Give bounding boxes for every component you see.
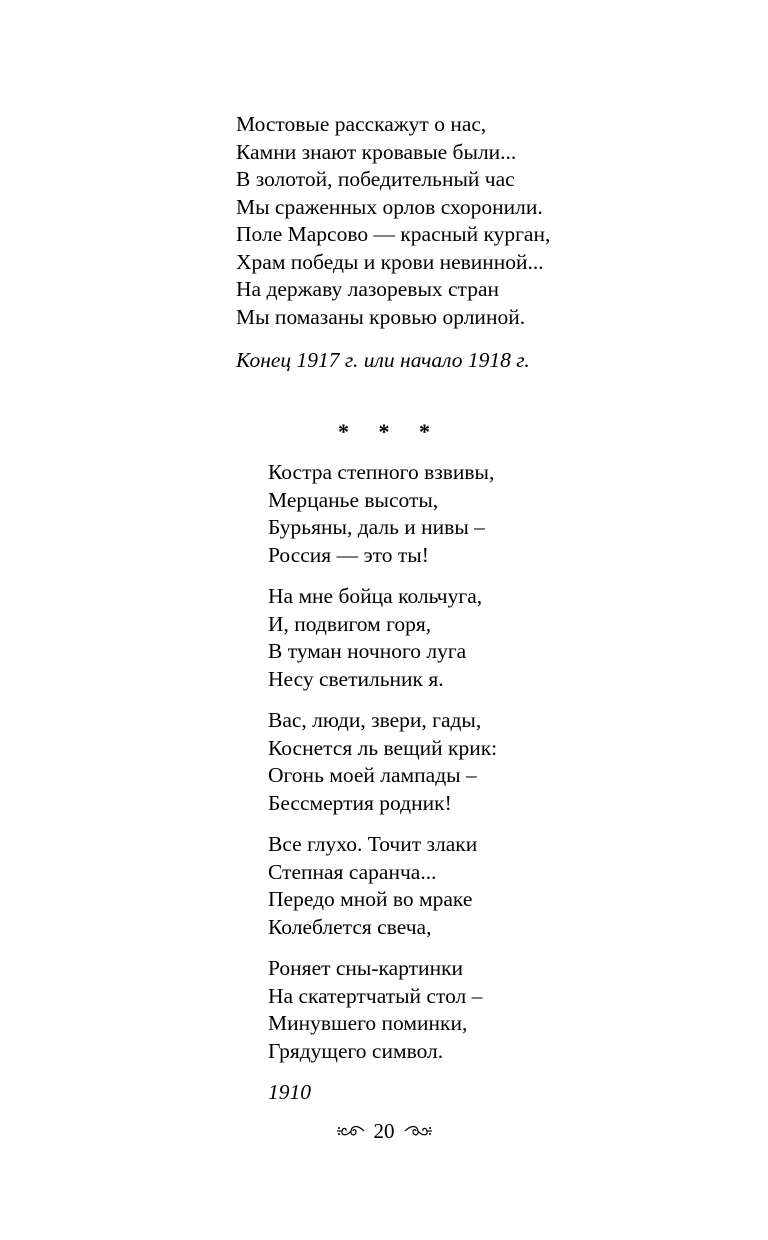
poem-line: Камни знают кровавые были... — [236, 139, 517, 164]
poem-line: В туман ночного луга — [268, 639, 467, 663]
stanza — [268, 955, 708, 1065]
poem-line: Коснется ль вещий крик: — [268, 735, 498, 760]
poem-line: Бессмертия родник! — [268, 790, 452, 815]
poem-line: Колеблется свеча, — [268, 914, 432, 939]
poem-second — [268, 459, 708, 1107]
stanza — [268, 583, 708, 693]
poem-date: 1910 — [268, 1080, 311, 1104]
poem-line: Бурьяны, даль и нивы – — [268, 515, 485, 539]
poem-line: Все глухо. Точит злаки — [268, 832, 478, 856]
poem-line: И, подвигом горя, — [268, 611, 432, 636]
poem-line: Степная саранча... — [268, 859, 437, 884]
poem-line: На державу лазоревых стран — [236, 277, 500, 301]
poem-line: Костра степного взвивы, — [268, 460, 495, 484]
poem-line: Огонь моей лампады – — [268, 763, 477, 787]
poem-line: На скатертчатый стол – — [268, 983, 483, 1008]
poem-line: Роняет сны-картинки — [268, 956, 464, 980]
page-number: 20 — [373, 1119, 395, 1143]
page-footer — [0, 1118, 768, 1144]
stanza — [268, 831, 708, 941]
poem-line: Грядущего символ. — [268, 1038, 444, 1063]
poem-line: Мостовые расскажут о нас, — [236, 112, 487, 136]
poem-line: Храм победы и крови невинной... — [236, 249, 544, 274]
poem-line: В золотой, победительный час — [236, 167, 515, 191]
poem-line: Минувшего поминки, — [268, 1011, 468, 1035]
stanza — [268, 459, 708, 569]
poem-line: Вас, люди, звери, гады, — [268, 708, 482, 732]
stanza — [268, 707, 708, 817]
poem-line: Мы сраженных орлов схоронили. — [236, 194, 543, 219]
poem-line: Передо мной во мраке — [268, 887, 473, 911]
flourish-right-icon — [403, 1123, 433, 1139]
poem-date: Конец 1917 г. или начало 1918 г. — [236, 348, 530, 372]
poem-line: Россия — это ты! — [268, 542, 429, 567]
flourish-left-icon — [336, 1123, 366, 1139]
poem-line: Мы помазаны кровью орлиной. — [236, 304, 526, 329]
section-separator: * * * — [338, 419, 442, 444]
poem-first — [236, 111, 716, 375]
poem-line: Несу светильник я. — [268, 666, 444, 691]
poem-line: На мне бойца кольчуга, — [268, 584, 483, 608]
poem-line: Мерцанье высоты, — [268, 487, 439, 512]
poem-line: Поле Марсово — красный курган, — [236, 222, 551, 246]
